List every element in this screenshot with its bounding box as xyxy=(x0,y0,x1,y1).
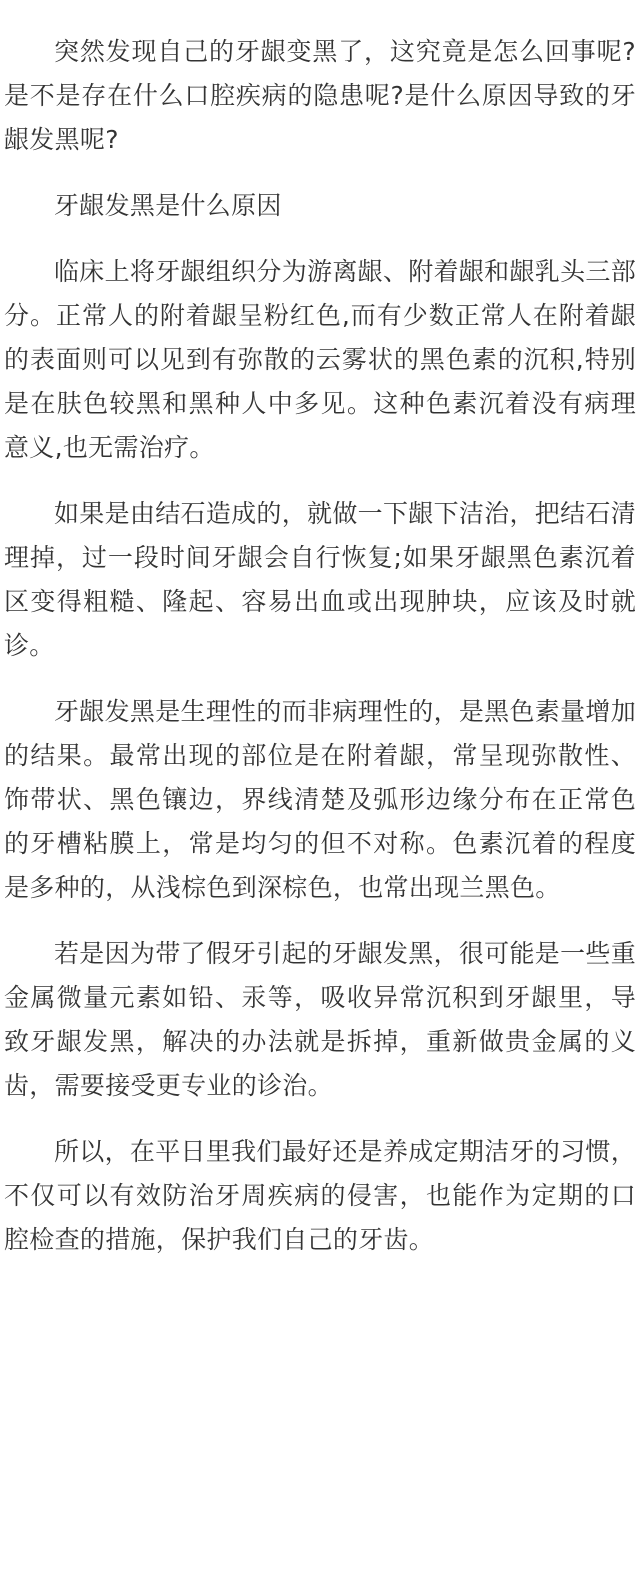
article-body xyxy=(4,30,636,1284)
calculus-paragraph: 如果是由结石造成的，就做一下龈下洁治，把结石清理掉，过一段时间牙龈会自行恢复;如果牙龈黑色素沉着区变得粗糙、隆起、容易出血或出现肿块，应该及时就诊。 xyxy=(4,499,636,660)
physiological-paragraph: 牙龈发黑是生理性的而非病理性的，是黑色素量增加的结果。最常出现的部位是在附着龈，常呈现弥散性、饰带状、黑色镶边，界线清楚及弧形边缘分布在正常色的牙槽粘膜上，常是均匀的但不对称。色素沉着的程度是多种的，从浅棕色到深棕色，也常出现兰黑色。 xyxy=(4,697,636,902)
section-heading: 牙龈发黑是什么原因 xyxy=(54,191,282,220)
conclusion-paragraph: 所以，在平日里我们最好还是养成定期洁牙的习惯，不仅可以有效防治牙周疾病的侵害，也能作为定期的口腔检查的措施，保护我们自己的牙齿。 xyxy=(4,1137,636,1254)
intro-paragraph: 突然发现自己的牙龈变黑了，这究竟是怎么回事呢?是不是存在什么口腔疾病的隐患呢?是什么原因导致的牙龈发黑呢? xyxy=(4,37,636,154)
clinical-paragraph: 临床上将牙龈组织分为游离龈、附着龈和龈乳头三部分。正常人的附着龈呈粉红色,而有少数正常人在附着龈的表面则可以见到有弥散的云雾状的黑色素的沉积,特别是在肤色较黑和黑种人中多见。这种色素沉着没有病理意义,也无需治疗。 xyxy=(4,257,636,462)
denture-paragraph: 若是因为带了假牙引起的牙龈发黑，很可能是一些重金属微量元素如铅、汞等，吸收异常沉积到牙龈里，导致牙龈发黑，解决的办法就是拆掉，重新做贵金属的义齿，需要接受更专业的诊治。 xyxy=(4,939,636,1100)
